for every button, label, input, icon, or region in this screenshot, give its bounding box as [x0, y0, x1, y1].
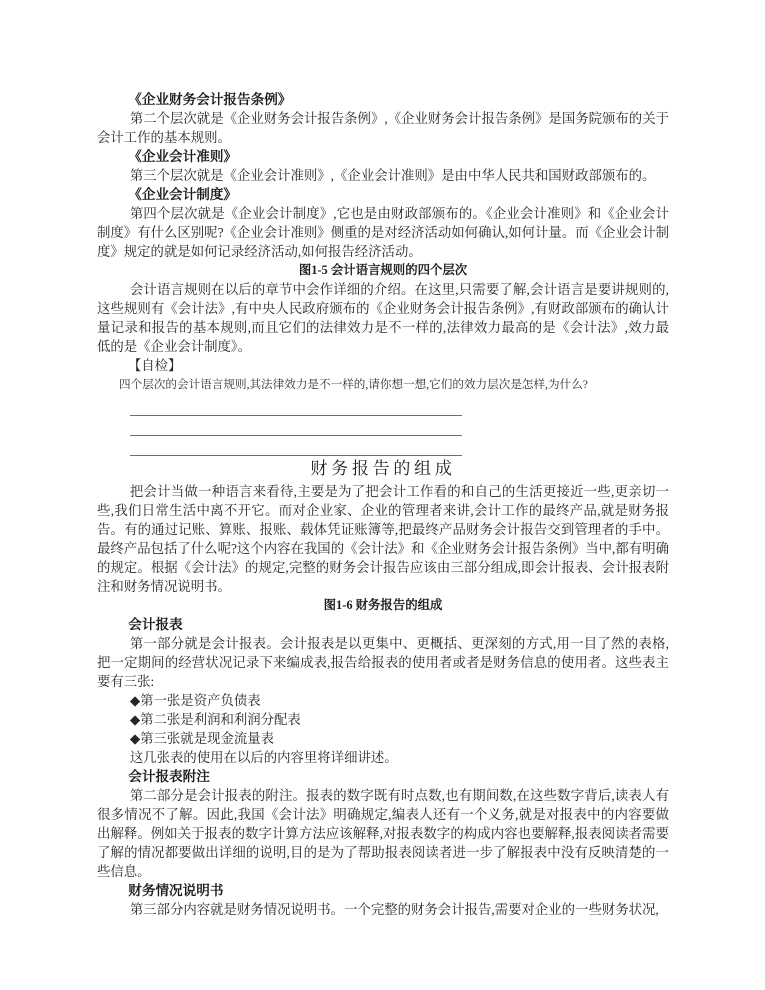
figure-1-5-caption: 图1-5 会计语言规则的四个层次 [298, 263, 468, 277]
self-check-label: 【自检】 [127, 358, 182, 373]
figure-1-6-caption: 图1-6 财务报告的组成 [323, 598, 443, 612]
sub-heading-financial-affairs-statement: 财务情况说明书 [128, 883, 224, 898]
para-accounting-system: 第四个层次就是《企业会计制度》,它也是由财政部颁布的。《企业会计准则》和《企业会计制度》有什么区别呢?《企业会计准则》侧重的是对经济活动如何确认,如何计量。而《企业会计制度》规定的就是如何记录经济活动,如何报告经济活动。 [97, 206, 669, 259]
sub-heading-accounting-statements: 会计报表 [128, 617, 183, 632]
bullet-cash-flow: ◆第三张就是现金流量表 [129, 731, 275, 746]
heading-accounting-standards: 《企业会计准则》 [128, 149, 238, 164]
para-accounting-standards: 第三个层次就是《企业会计准则》,《企业会计准则》是由中华人民共和国财政部颁布的。 [129, 168, 656, 183]
para-statements-usage: 这几张表的使用在以后的内容里将详细讲述。 [129, 750, 398, 765]
heading-financial-report-regulation: 《企业财务会计报告条例》 [128, 92, 292, 107]
document-page [97, 90, 669, 919]
sub-heading-statement-notes: 会计报表附注 [128, 769, 210, 784]
para-financial-affairs-statement: 第三部分内容就是财务情况说明书。一个完整的财务会计报告,需要对企业的一些财务状况, [129, 902, 659, 917]
para-financial-report-intro: 把会计当做一种语言来看待,主要是为了把会计工作看的和自己的生活更接近一些,更亲切一些,我们日常生活中离不开它。而对企业家、企业的管理者来讲,会计工作的最终产品,就是财务报告。有的通过记账、算账、报账、载体凭证账簿等,把最终产品财务会计报告交到管理者的手中。最终产品包括了什么呢?这个内容在我国的《会计法》和《企业财务会计报告条例》当中,都有明确的规定。根据《会计法》的规定,完整的财务会计报告应该由三部分组成,即会计报表、会计报表附注和财务情况说明书。 [97, 484, 669, 594]
para-statement-notes: 第二部分是会计报表的附注。报表的数字既有时点数,也有期间数,在这些数字背后,读表人有很多情况不了解。因此,我国《会计法》明确规定,编表人还有一个义务,就是对报表中的内容要做出解释。例如关于报表的数字计算方法应该解释,对报表数字的构成内容也要解释,报表阅读者需要了解的情况都要做出详细的说明,目的是为了帮助报表阅读者进一步了解报表中没有反映清楚的一些信息。 [97, 788, 669, 879]
para-financial-report-regulation: 第二个层次就是《企业财务会计报告条例》,《企业财务会计报告条例》是国务院颁布的关于会计工作的基本规则。 [97, 111, 669, 145]
para-language-rules-summary: 会计语言规则在以后的章节中会作详细的介绍。在这里,只需要了解,会计语言是要讲规则的,这些规则有《会计法》,有中央人民政府颁布的《企业财务会计报告条例》,有财政部颁布的确认计量记录和报告的基本规则,而且它们的法律效力是不一样的,法律效力最高的是《会计法》,效力最低的是《企业会计制度》。 [97, 282, 669, 354]
section-title-financial-report-composition: 财务报告的组成 [310, 459, 456, 478]
self-check-question: 四个层次的会计语言规则,其法律效力是不一样的,请你想一想,它们的效力层次是怎样,为什么? [119, 378, 588, 391]
answer-line [130, 416, 462, 436]
answer-line [130, 396, 462, 416]
bullet-balance-sheet: ◆第一张是资产负债表 [129, 693, 261, 708]
bullet-profit-distribution: ◆第二张是利润和利润分配表 [129, 712, 301, 727]
answer-line [130, 436, 462, 456]
answer-lines [130, 396, 462, 456]
heading-accounting-system: 《企业会计制度》 [128, 187, 238, 202]
para-accounting-statements: 第一部分就是会计报表。会计报表是以更集中、更概括、更深刻的方式,用一目了然的表格,把一定期间的经营状况记录下来编成表,报告给报表的使用者或者是财务信息的使用者。这些表主要有三张: [97, 636, 669, 689]
